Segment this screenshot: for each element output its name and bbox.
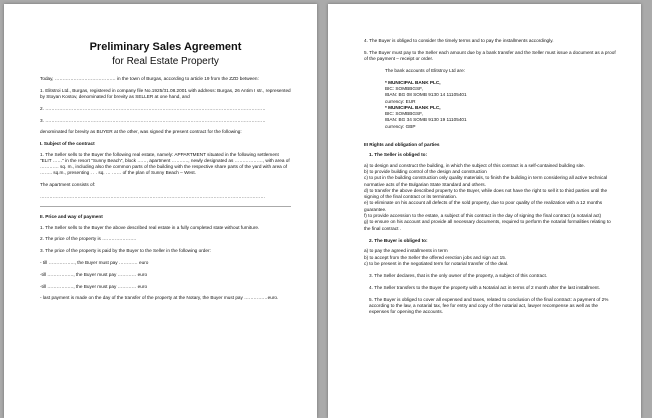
list-item: a) to pay the agreed installments in term <box>364 248 448 254</box>
obligation-paragraph-4: 4. The Buyer is obliged to consider the timely terms and to pay the installments accordingly. <box>364 38 554 43</box>
document-title: Preliminary Sales Agreement <box>89 41 242 53</box>
document-subtitle: for Real Estate Property <box>112 56 219 67</box>
section-2-heading: II. Price and way of payment <box>40 214 103 220</box>
price-paragraph-3: 3. The price of the property is paid by the Buyer to the Seller in the following order: <box>40 248 211 254</box>
party-1-paragraph: 1. Elitstroi Ltd., Burgas, registered in company file No.1925/31.08.2001 with address: Burgas, 26 Antim I str., represented by Stoyan Kostov, denominated for brevity as SELLER at one hand, and <box>40 87 291 100</box>
apartment-dotted-line: ……………………………………………………………………………………………………………………………… <box>40 194 265 200</box>
obligation-paragraph-5: 5. The Buyer must pay to the Seller each amount due by a bank transfer and the Seller must issue a document as a proof of the payment – receipt or order. <box>364 49 616 62</box>
section-divider <box>40 206 291 207</box>
property-transfer-paragraph: 4. The Seller transfers to the Buyer the property with a Notarial act in terms of 2 month after the last installment. <box>369 284 601 290</box>
list-item: a) to design and construct the building, in which the subject of this contract is a self-contained building site. <box>364 162 585 168</box>
payment-installment-2: -till …………….., the Buyer must pay ………… euro <box>40 271 148 277</box>
party-3-paragraph: 3. …………………………………………………………………………………………………………………………… <box>40 117 266 123</box>
list-item: e) to eliminate on his account all defects of the sold property, due to poor quality of the realization with a 12 months guarantee. <box>364 200 603 212</box>
bank-bic: BIC: SOMBBGSF, <box>385 85 423 91</box>
payment-installment-1: - till …………….., the Buyer must pay ………… euro <box>40 260 149 266</box>
intro-paragraph: Today, ………………………………… in the town of Burgas, according to article 19 from the ZZD between: <box>40 76 259 81</box>
payment-installment-3: -till …………….., the Buyer must pay ………… euro <box>40 283 148 289</box>
list-item: g) to ensure on his account and provide all necessary documents, required to perform the notarial formalities relating to the final contract . <box>364 219 611 231</box>
price-paragraph-2: 2. The price of the property is …………………. <box>40 236 137 242</box>
subject-paragraph: 1. The Seller sells to the Buyer the following real estate, namely: APPARTMENT situated in the following settlement "ELIT ……" in the resort "Sunny Beach", block ……, apartment ……….., newly designated as ………………, with area of ………… sq. m., including also the common parts of the building with the respective share parts of the yard with area of …….. sq.m., presenting . . . sq. … …… of the plan of Sunny Beach – West. <box>40 151 290 176</box>
bank-currency: currency: EUR <box>385 98 416 104</box>
seller-declaration-paragraph: 3. The Seller declares, that is the only owner of the property, a subject of this contract. <box>369 273 548 279</box>
list-item: d) to transfer the above described property to the Buyer, while does not have the right to sell it to third parties until the signing of the final contract or its termination. <box>364 187 608 200</box>
list-item: f) to provide accession to the estate, a subject of this contract in the day of signing the final contract (a notarial act) <box>364 213 602 219</box>
document-page-left <box>4 4 317 418</box>
bank-iban: IBAN: BG 08 SOMB 9130 14 11105401 <box>385 92 467 98</box>
bank-name: * MUNICIPAL BANK PLC, <box>385 79 441 85</box>
buyer-obligations-heading: 2. The Buyer is obliged to: <box>369 237 428 243</box>
section-1-heading: I. Subject of the contract <box>40 141 95 147</box>
document-page-right <box>328 4 641 418</box>
apartment-consists-label: The apartment consists of: <box>40 182 96 188</box>
seller-obligations-heading: 1. The Seller is obliged to: <box>369 152 428 158</box>
list-item: b) to provide building control of the design and construction <box>364 168 487 174</box>
price-paragraph-1: 1. The Seller sells to the Buyer the above described real estate in a fully completed state without furniture. <box>40 224 260 230</box>
payment-installment-last: - last payment is made on the day of the transfer of the property at the Notary, the Buyer must pay ……………euro. <box>40 295 279 301</box>
buyer-intro-paragraph: denominated for brevity as BUYER at the other, was signed the present contract for the following: <box>40 129 242 135</box>
list-item: c) to put in the building construction only quality materials, to finish the building in term considering all active technical normative acts of the Bulgarian State Standard and others. <box>364 175 608 187</box>
bank-iban: IBAN: BG 34 SOMB 9130 19 11105401 <box>385 117 467 123</box>
buyer-obligations-list <box>364 248 617 267</box>
bank-currency: currency: GBP <box>385 123 416 129</box>
seller-obligations-list <box>364 163 617 232</box>
section-3-heading: III Rights and obligation of parties <box>364 142 440 148</box>
bank-account-gbp <box>385 105 617 130</box>
bank-account-eur <box>385 80 617 105</box>
list-item: c) to be present in the negotiated term for notarial transfer of the deal. <box>364 260 509 266</box>
bank-bic: BIC: SOMBBGSF, <box>385 111 423 117</box>
party-2-paragraph: 2. …………………………………………………………………………………………………………………………… <box>40 105 266 111</box>
list-item: b) to accept from the Seller the offered erection jobs and sign act 15. <box>364 254 507 260</box>
bank-accounts-intro: The bank accounts of Elitstroy Ltd are: <box>385 67 465 73</box>
bank-name: * MUNICIPAL BANK PLC, <box>385 104 441 110</box>
expenses-paragraph: 5. The Buyer is obliged to cover all expensed and taxes, related to conclusion of the final contract: a payment of 2% according to the law, a notarial tax, fee for entry and copy of the notarial act, lawyer recompense as well as the expenses for opening the accounts. <box>369 296 609 315</box>
